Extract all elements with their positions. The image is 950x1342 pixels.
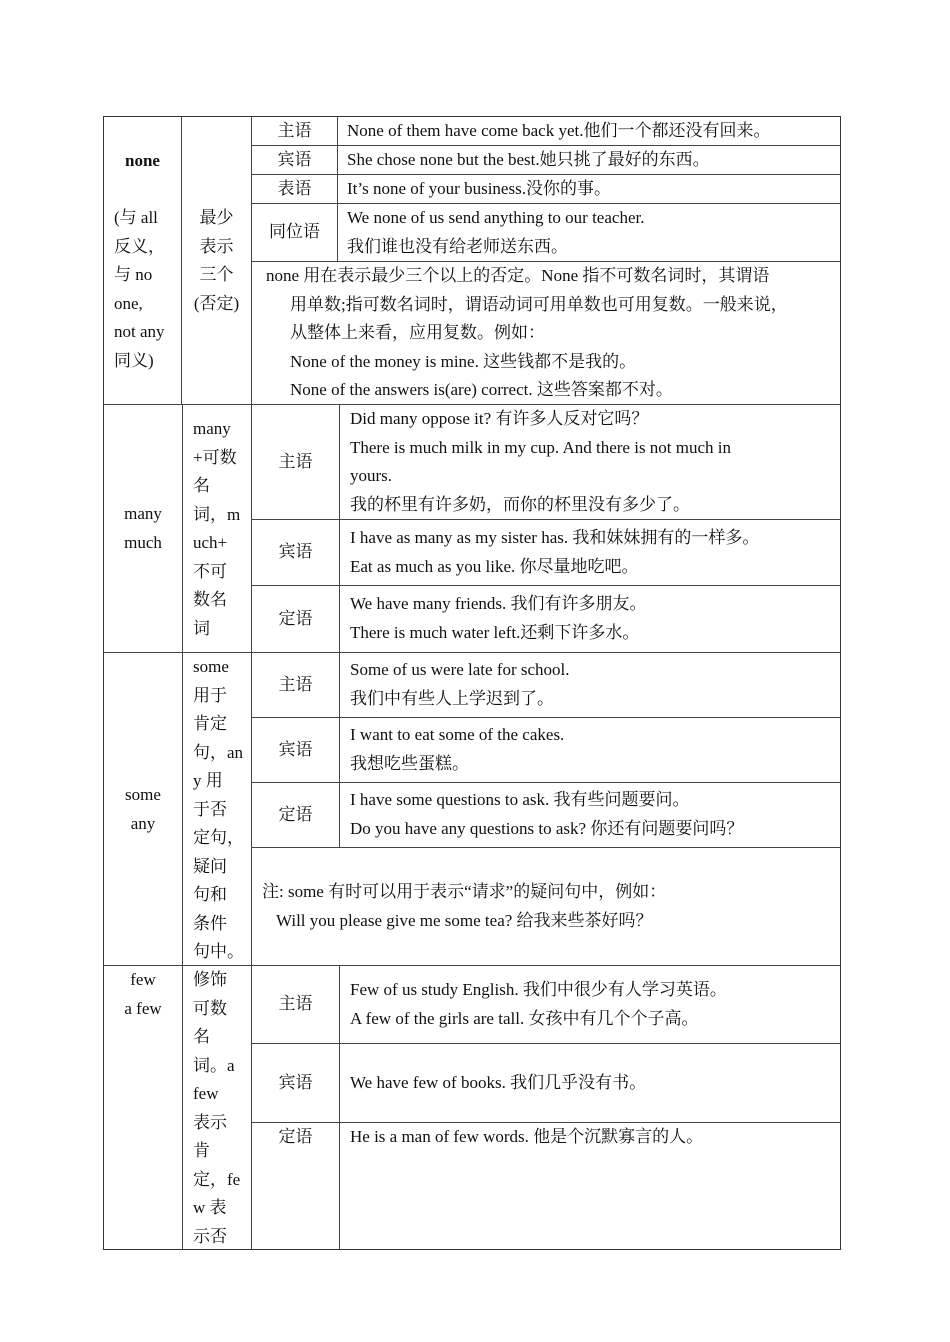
role-label: 宾语 [278, 740, 313, 759]
example-text [350, 721, 838, 778]
example-line: We have many friends. 我们有许多朋友。 [350, 594, 647, 613]
desc-line: 句和 [193, 885, 227, 904]
example-line: There is much milk in my cup. And there is not much in [350, 437, 732, 457]
desc-line: 最少 [199, 208, 234, 227]
none-description [182, 204, 251, 318]
example-line: yours. [350, 466, 393, 485]
example-line: Did many oppose it? 有许多人反对它吗？ [350, 409, 649, 428]
divider [337, 116, 338, 261]
desc-line: few [193, 1084, 219, 1103]
word-line: some [125, 785, 161, 804]
word-line: much [124, 532, 162, 552]
example-line: There is much water left.还剩下许多水。 [350, 622, 640, 642]
note-line: 反义， [114, 236, 165, 256]
example-text: It’s none of your business.没你的事。 [347, 179, 611, 198]
desc-line: 句，an [193, 742, 244, 762]
desc-line: +可数 [193, 447, 237, 467]
example-text: She chose none but the best.她只挑了最好的东西。 [347, 150, 710, 169]
example-text [350, 786, 838, 843]
divider [251, 782, 841, 783]
note-line: 与 no [114, 265, 153, 284]
note-line: one, [114, 293, 143, 313]
desc-line: many [193, 419, 231, 438]
word-line: few [130, 970, 156, 989]
desc-line: 词 [193, 618, 210, 638]
word-line: a few [124, 998, 162, 1018]
divider [251, 1043, 841, 1044]
desc-line: 表示 [199, 236, 234, 256]
example-text [347, 204, 839, 261]
example-line: 我们中有些人上学迟到了。 [350, 688, 554, 708]
role-label: 同位语 [269, 222, 320, 241]
divider [251, 717, 841, 718]
example-text [350, 1069, 838, 1098]
example-line: A few of the girls are tall. 女孩中有几个个子高。 [350, 1008, 699, 1028]
example-text [350, 1123, 838, 1152]
role-label: 主语 [278, 994, 313, 1013]
role-label: 定语 [278, 805, 313, 824]
note-line: (与 all [114, 208, 158, 227]
example-line: Some of us were late for school. [350, 660, 570, 679]
desc-line: 不可 [193, 561, 227, 581]
desc-line: 定，fe [193, 1169, 241, 1189]
some-usage-note [262, 878, 838, 935]
example-line: He is a man of few words. 他是个沉默寡言的人。 [350, 1127, 704, 1146]
note-line: none 用在表示最少三个以上的否定。None 指不可数名词时，其谓语 [266, 266, 770, 285]
example-text [347, 117, 839, 146]
role-label: 主语 [278, 452, 313, 471]
desc-line: 于否 [193, 799, 227, 819]
role-label: 宾语 [278, 1073, 313, 1092]
example-line: I have as many as my sister has. 我和妹妹拥有的一样多。 [350, 528, 760, 547]
note-line: 从整体上来看，应用复数。例如： [290, 323, 545, 342]
desc-line: 肯定 [193, 714, 227, 733]
many-description [193, 415, 251, 643]
example-emphasis: 还没有回来。 [668, 121, 771, 141]
note-line: None of the money is mine. 这些钱都不是我的。 [290, 351, 637, 371]
word-few-a-few [104, 966, 182, 1023]
example-line: 我们谁也没有给老师送东西。 [347, 236, 568, 256]
desc-line: 用于 [193, 685, 227, 705]
desc-line: (否定) [193, 293, 240, 313]
desc-line: y 用 [193, 771, 223, 790]
example-line: We have few of books. 我们几乎没有书。 [350, 1073, 647, 1092]
example-text [350, 405, 838, 519]
note-line: not any [114, 322, 165, 341]
desc-line: 词，m [193, 504, 241, 524]
role-label: 定语 [278, 1127, 313, 1146]
example-line: Eat as much as you like. 你尽量地吃吧。 [350, 556, 639, 576]
desc-line: 条件 [193, 913, 227, 933]
example-line: Few of us study English. 我们中很少有人学习英语。 [350, 980, 727, 999]
none-usage-note [266, 262, 840, 405]
word-none: none [125, 151, 160, 170]
word-some-any [104, 781, 182, 838]
some-description [193, 653, 251, 967]
note-line: 用单数;指可数名词时，谓语动词可用单数也可用复数。一般来说， [290, 294, 788, 314]
divider [339, 965, 340, 1250]
desc-line: 修饰 [193, 970, 227, 989]
role-label: 定语 [278, 609, 313, 628]
desc-line: 疑问 [193, 856, 227, 876]
few-description [193, 966, 251, 1251]
example-line: We none of us send anything to our teacher. [347, 208, 645, 227]
divider [251, 585, 841, 586]
role-label: 主语 [278, 675, 313, 694]
desc-line: 三个 [199, 265, 234, 284]
word-many-much [104, 500, 182, 557]
desc-line: 表示 [193, 1112, 227, 1132]
word-line: many [124, 504, 162, 523]
desc-line: 可数 [193, 998, 227, 1018]
desc-line: 肯 [193, 1141, 210, 1160]
example-text [350, 590, 838, 647]
desc-line: 词。a [193, 1055, 235, 1075]
desc-line: 名 [193, 1027, 210, 1046]
divider [182, 404, 183, 1250]
desc-line: 名 [193, 476, 210, 495]
example-line: 我想吃些蛋糕。 [350, 753, 469, 773]
example-line: I want to eat some of the cakes. [350, 725, 565, 744]
note-line: 同义) [114, 350, 154, 370]
desc-line: w 表 [193, 1198, 227, 1217]
role-label: 宾语 [277, 150, 312, 169]
desc-line: uch+ [193, 533, 228, 552]
desc-line: 句中。 [193, 942, 244, 961]
desc-line: 定句， [193, 828, 244, 847]
note-line: 注: some 有时可以用于表示“请求”的疑问句中，例如： [262, 882, 667, 901]
divider [339, 404, 340, 847]
note-line: Will you please give me some tea? 给我来些茶好吗？ [276, 910, 653, 930]
none-note [114, 204, 180, 375]
example-text [350, 976, 838, 1033]
divider [251, 519, 841, 520]
word-line: any [130, 813, 156, 833]
example-line: Do you have any questions to ask? 你还有问题要问吗？ [350, 818, 744, 838]
example-line: None of them have come back yet.他们一个都 [347, 121, 669, 140]
desc-line: some [193, 657, 229, 676]
role-label: 主语 [277, 121, 312, 140]
divider [251, 847, 841, 848]
example-text [350, 656, 838, 713]
role-label: 表语 [277, 179, 312, 198]
example-text [350, 524, 838, 581]
desc-line: 示否 [193, 1226, 227, 1246]
role-label: 宾语 [278, 542, 313, 561]
example-line: I have some questions to ask. 我有些问题要问。 [350, 790, 690, 809]
example-line: 我的杯里有许多奶，而你的杯里没有多少了。 [350, 494, 690, 514]
desc-line: 数名 [193, 590, 227, 609]
note-line: None of the answers is(are) correct. 这些答案都不对。 [290, 380, 673, 399]
